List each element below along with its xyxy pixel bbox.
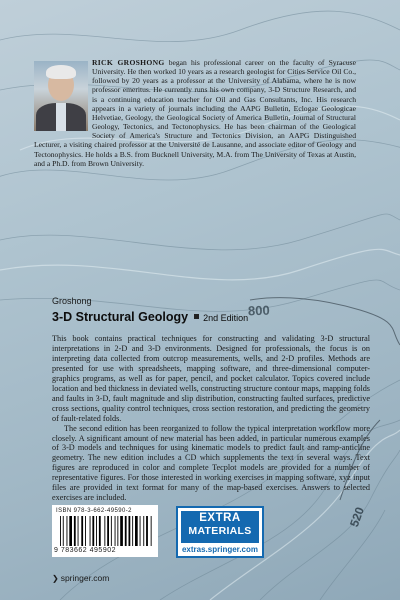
barcode-bar [107, 516, 109, 546]
barcode-bar [104, 516, 105, 546]
barcode-bar [81, 516, 83, 546]
barcode-bars [60, 516, 152, 546]
chevron-right-icon: ❯ [52, 574, 59, 583]
book-description [52, 334, 370, 503]
book-title: 3-D Structural Geology [52, 310, 189, 324]
publisher-link[interactable] [52, 573, 109, 583]
barcode-bar [135, 516, 138, 546]
extra-materials-badge [176, 506, 264, 558]
edition-label: 2nd Edition [203, 313, 249, 323]
barcode-bar [60, 516, 61, 546]
barcode-bar [140, 516, 141, 546]
barcode-bar [115, 516, 116, 546]
map-contour-label: 800 [247, 302, 270, 319]
barcode-box [52, 505, 158, 557]
author-bio-name: RICK GROSHONG [92, 58, 165, 67]
barcode-bar [85, 516, 86, 546]
barcode-bar [111, 516, 112, 546]
author-name: Groshong [52, 296, 92, 306]
author-bio [34, 58, 356, 168]
barcode-bar [129, 516, 131, 546]
barcode-bar [151, 516, 152, 546]
barcode-bar [67, 516, 68, 546]
barcode-bar [92, 516, 94, 546]
barcode-number: 9 783662 495902 [54, 547, 116, 554]
extra-materials-url: extras.springer.com [181, 545, 259, 554]
publisher-url: springer.com [60, 573, 110, 583]
extra-materials-line2: MATERIALS [188, 525, 252, 537]
barcode-bar [74, 516, 76, 546]
isbn-label: ISBN 978-3-662-49590-2 [56, 508, 132, 514]
barcode-bar [96, 516, 97, 546]
description-paragraph: This book contains practical techniques for constructing and validating 3-D structural interpretations in 2-D and 3-D environments. Designed for professionals, the focus is on interpreting data collected from outcrop measurements, wells, and 2-D profiles. Methods are presented for use with spreadsheets, mapping software, and three-dimensional computer-graphics programs, as well as for paper, pencil, and pocket calculator. Topics covered include location and bed thickness in deviated wells, constructing structure contour maps, mapping folds and faults in 3-D, fault magnitude and slip distribution, constructing faulted surfaces, predictive cross sections, quality control techniques, cross section restoration, and predicting the geometry of fault-related folds. [52, 334, 370, 423]
barcode-bar [132, 516, 133, 546]
map-contour-label: 520 [347, 505, 368, 529]
title-separator-square [194, 314, 199, 319]
barcode-bar [117, 516, 118, 546]
barcode-bar [99, 516, 101, 546]
barcode-bar [63, 516, 64, 546]
barcode-bar [78, 516, 79, 546]
extra-materials-line1: EXTRA [199, 512, 241, 524]
barcode-bar [120, 516, 123, 546]
book-title-line [52, 308, 248, 326]
barcode-bar [146, 516, 148, 546]
description-paragraph: The second edition has been reorganized to follow the typical interpretation workflow more closely. A significant amount of new material has been added, in particular numerous examples of 3-D models and techniques for using kinematic models to predict fault and ramp-anticline geometry. The new edition includes a CD which supplements the text in several ways. Text figures are reproduced in color and complete Tecplot models are provided for a number of representative figures. For those interested in working exercises in mapping software, xyz input files are provided in text format for many of the map-based exercises. Answers to selected exercises are included. [52, 423, 370, 503]
barcode-bar [125, 516, 127, 546]
barcode-bar [143, 516, 144, 546]
barcode-bar [69, 516, 72, 546]
author-bio-text: began his professional career on the faculty of Syracuse University. He then worked 10 years as a research geologist for Cities Service Oil Co., followed by 20 years as a professor at the University of Alabama, where he is now professor emeritus. He currently runs his own company, 3-D Structure Research, and is a continuing education teacher for Oil and Gas Consultants, Inc. His research appears in a variety of journals including the AAPG Bulletin, Eclogae Geologicae Helvetiae, Geology, the Geological Society of America Bulletin, Journal of Structural Geology, Tectonics, and Tectonophysics. He has been chairman of the Geological Society of America's Structure and Tectonics Division, an AAPG Distinguished Lecturer, a visiting chaired professor at the Université de Lausanne, and associate editor of Geology and Tectonophysics. He holds a B.S. from Bucknell University, M.A. from The University of Texas at Austin, and a Ph.D. from Brown University. [34, 58, 356, 168]
barcode-bar [90, 516, 91, 546]
